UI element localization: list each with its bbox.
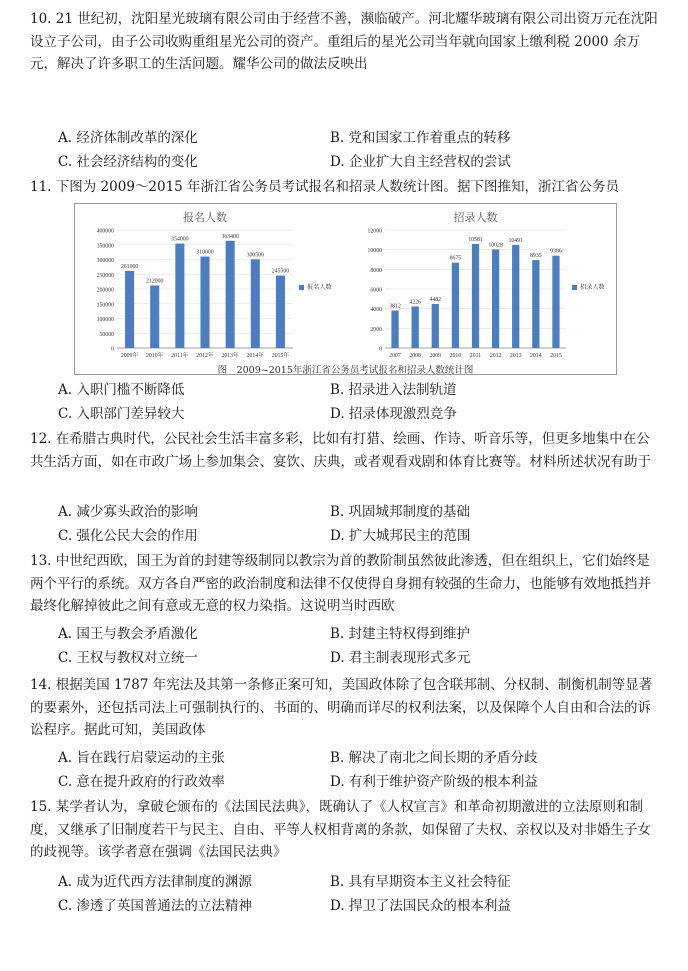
chart-title: 招录人数 xyxy=(453,212,498,224)
bar xyxy=(150,285,159,348)
bar xyxy=(391,311,398,348)
bar-data-label: 363400 xyxy=(221,233,239,240)
y-tick-label: 350000 xyxy=(96,243,114,250)
question-11-option-d: D. 招录体现激烈竞争 xyxy=(330,406,457,422)
chart-title: 报名人数 xyxy=(183,212,227,224)
question-14-option-c: C. 意在提升政府的行政效率 xyxy=(58,774,225,790)
question-11-option-c: C. 入职部门差异较大 xyxy=(58,406,185,422)
question-15-option-d: D. 捍卫了法国民众的根本利益 xyxy=(330,898,511,914)
y-tick-label: 0 xyxy=(111,346,114,353)
x-tick-label: 2013 xyxy=(509,353,522,359)
x-tick-label: 2015年 xyxy=(271,353,290,359)
x-tick-label: 2014 xyxy=(530,353,542,359)
legend-label: 招录人数 xyxy=(580,284,605,291)
bar xyxy=(226,241,235,348)
bar-data-label: 9386 xyxy=(550,248,562,255)
legend-label: 报名人数 xyxy=(307,284,332,291)
bar xyxy=(432,304,439,348)
question-15-option-a: A. 成为近代西方法律制度的渊源 xyxy=(58,874,252,890)
question-14-option-d: D. 有利于维护资产阶级的根本利益 xyxy=(330,774,538,790)
question-11-stem: 11. 下图为 2009～2015 年浙江省公务员考试报名和招录人数统计图。据下图推知，浙江省公务员 xyxy=(30,179,620,195)
bar xyxy=(472,244,479,348)
y-tick-label: 300000 xyxy=(96,258,114,264)
question-12-option-c: C. 强化公民大会的作用 xyxy=(58,528,198,544)
question-10-stem: 10. 21 世纪初，沈阳星光玻璃有限公司由于经营不善，濒临破产。河北耀华玻璃有限公司出资万元在沈阳设立子公司，由子公司收购重组星光公司的资产。重组后的星光公司当年就向国家上缴利税 2000 余万元，解决了许多职工的生活问题。耀华公司的做法反映出 xyxy=(30,11,658,72)
bar-data-label: 4482 xyxy=(429,296,442,303)
question-12-option-d: D. 扩大城邦民主的范围 xyxy=(330,528,471,544)
bar-data-label: 261000 xyxy=(120,264,139,271)
question-11-option-b: B. 招录进入法制轨道 xyxy=(330,382,457,398)
bar-data-label: 10581 xyxy=(468,236,483,243)
question-12-option-a: A. 减少寡头政治的影响 xyxy=(58,504,198,520)
question-12-stem: 12. 在希腊古典时代，公民社会生活丰富多彩，比如有打猎、绘画、作诗、听音乐等，但更多地集中在公共生活方面，如在市政广场上参加集会、宴饮、庆典，或者观看戏剧和体育比赛等。材料所述状况有助于 xyxy=(30,431,651,470)
bar xyxy=(276,276,285,348)
question-14-option-b: B. 解决了南北之间长期的矛盾分歧 xyxy=(330,750,538,766)
x-tick-label: 2013年 xyxy=(221,353,239,359)
question-10-option-c: C. 社会经济结构的变化 xyxy=(58,154,198,170)
bar xyxy=(125,271,134,348)
x-tick-label: 2008 xyxy=(409,353,421,359)
y-tick-label: 400000 xyxy=(96,228,114,235)
question-15-stem: 15. 某学者认为，拿破仑颁布的《法国民法典》，既确认了《人权宣言》和革命初期激进的立法原则和制度，又继承了旧制度若干与民主、自由、平等人权相背离的条款，如保留了夫权、亲权以及对非婚生子女的歧视等。该学者意在强调《法国民法典》 xyxy=(30,799,651,860)
bar xyxy=(492,249,499,348)
x-tick-label: 2011年 xyxy=(171,353,189,359)
question-13-stem: 13. 中世纪西欧，国王为首的封建等级制同以教宗为首的教阶制虽然彼此渗透，但在组织上，它们始终是两个平行的系统。双方各自严密的政治制度和法律不仅使得自身拥有较强的生命力，也能够有效地抵挡并最终化解掉彼此之间有意或无意的权力染指。这说明当时西欧 xyxy=(30,553,651,614)
x-tick-label: 2010 xyxy=(449,353,462,359)
bar-data-label: 310000 xyxy=(196,249,214,256)
y-tick-label: 10000 xyxy=(367,248,382,255)
x-tick-label: 2010年 xyxy=(146,353,164,359)
bar-data-label: 245500 xyxy=(271,268,290,275)
bar xyxy=(175,244,184,348)
bar-data-label: 4226 xyxy=(409,299,421,306)
question-13-option-a: A. 国王与教会矛盾激化 xyxy=(58,626,198,642)
bar xyxy=(512,245,519,348)
question-10-option-d: D. 企业扩大自主经营权的尝试 xyxy=(330,154,511,170)
question-13-option-b: B. 封建主特权得到维护 xyxy=(330,626,471,642)
bar xyxy=(412,306,419,348)
bar-data-label: 8675 xyxy=(449,255,462,262)
x-tick-label: 2014年 xyxy=(246,353,264,359)
bar xyxy=(200,257,209,348)
question-11-option-a: A. 入职门槛不断降低 xyxy=(58,382,185,398)
question-15-option-b: B. 具有早期资本主义社会特征 xyxy=(330,874,511,890)
x-tick-label: 2007 xyxy=(389,353,401,359)
y-tick-label: 0 xyxy=(379,346,382,353)
bar-data-label: 300500 xyxy=(246,252,264,259)
question-13-option-c: C. 王权与教权对立统一 xyxy=(58,650,198,666)
x-tick-label: 2009 xyxy=(429,353,442,359)
bar xyxy=(452,263,459,348)
legend-swatch xyxy=(299,285,304,290)
legend-swatch xyxy=(572,285,577,290)
bar-data-label: 8935 xyxy=(530,253,542,260)
y-tick-label: 8000 xyxy=(370,267,382,274)
question-12-option-b: B. 巩固城邦制度的基础 xyxy=(330,504,471,520)
y-tick-label: 200000 xyxy=(96,287,114,294)
y-tick-label: 6000 xyxy=(370,287,382,294)
y-tick-label: 2000 xyxy=(370,326,382,333)
x-tick-label: 2012年 xyxy=(196,353,214,359)
x-tick-label: 2015 xyxy=(550,353,562,359)
bar-data-label: 10491 xyxy=(508,237,523,244)
bar xyxy=(552,256,559,348)
y-tick-label: 250000 xyxy=(96,272,114,279)
chart-caption: 图 2009~2015年浙江省公务员考试报名和招录人数统计图 xyxy=(217,365,474,376)
question-13-option-d: D. 君主制表现形式多元 xyxy=(330,650,471,666)
y-tick-label: 100000 xyxy=(96,317,114,323)
x-tick-label: 2009年 xyxy=(120,353,139,359)
x-tick-label: 2011 xyxy=(469,353,482,359)
x-tick-label: 2012 xyxy=(489,353,502,359)
y-tick-label: 12000 xyxy=(367,228,382,235)
question-14-option-a: A. 旨在践行启蒙运动的主张 xyxy=(58,750,225,766)
y-tick-label: 150000 xyxy=(96,302,114,309)
registration-bar-chart xyxy=(75,204,345,364)
question-15-option-c: C. 渗透了英国普通法的立法精神 xyxy=(58,898,252,914)
y-tick-label: 50000 xyxy=(99,331,114,338)
bar-data-label: 354000 xyxy=(171,236,189,243)
bar xyxy=(532,260,539,348)
question-14-stem: 14. 根据美国 1787 年宪法及其第一条修正案可知，美国政体除了包含联邦制、分权制、制衡机制等显著的要素外，还包括司法上可强制执行的、书面的、明确而详尽的权利法案，以及保障个人自由和合法的诉讼程序。据此可知，美国政体 xyxy=(30,677,653,738)
recruitment-bar-chart xyxy=(351,204,614,364)
bar-data-label: 10028 xyxy=(488,242,503,249)
bar-data-label: 212000 xyxy=(146,278,164,285)
bar xyxy=(251,259,260,348)
chart-panel xyxy=(74,203,617,375)
question-10-option-a: A. 经济体制改革的深化 xyxy=(58,130,198,146)
y-tick-label: 4000 xyxy=(370,307,382,314)
bar-data-label: 3812 xyxy=(389,303,401,310)
question-10-option-b: B. 党和国家工作着重点的转移 xyxy=(330,130,511,146)
